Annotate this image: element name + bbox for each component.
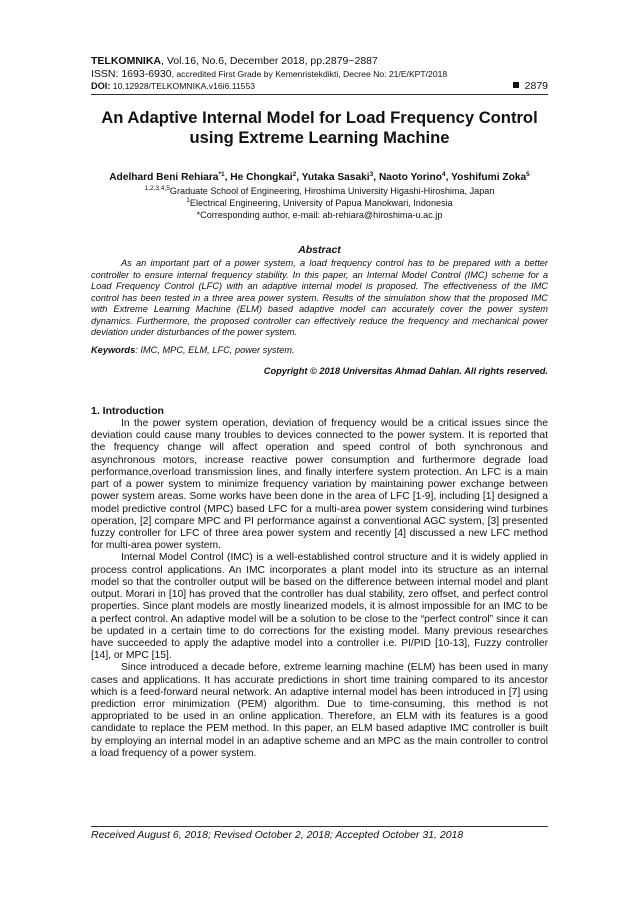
citation: , Vol.16, No.6, December 2018, pp.2879~2887 [161, 55, 378, 67]
abstract-heading: Abstract [298, 244, 341, 256]
issn-line [91, 68, 548, 81]
corresponding-author: *Corresponding author, e-mail: ab-rehiara@hiroshima-u.ac.jp [196, 210, 443, 220]
journal-name: TELKOMNIKA [91, 55, 161, 67]
journal-header [91, 55, 548, 93]
doi: 10.12928/TELKOMNIKA.v16i6.11553 [110, 81, 255, 91]
author: Yoshifumi Zoka [451, 172, 527, 183]
section-heading: 1. Introduction [91, 405, 164, 417]
header-rule [91, 94, 548, 95]
received-dates: Received August 6, 2018; Revised October 2, 2018; Accepted October 31, 2018 [91, 829, 464, 841]
paragraph: Since introduced a decade before, extreme learning machine (ELM) has been used in many cases and applications. It has accurate predictions in short time training compared to its ancestor which is a feed-forward neural network. An adaptive internal model has been introduced in [7] using prediction error minimization (PEM) algorithm. Due to time-consuming, this method is not appropriated to be used in an online application. Therefore, an ELM with its features is a good candidate to replace the PEM method. In this paper, an ELM based adaptive IMC controller is built by employing an internal model in an adaptive scheme and an MPC as the main controller to control a load frequency of a power system. [91, 662, 548, 759]
paragraph: Internal Model Control (IMC) is a well-established control structure and it is widely applied in process control applications. An IMC incorporates a plant model into its structure as an internal model so that the controller output will be based on the difference between internal model and plant output. Morari in [10] has proved that the controller has dual stability, zero offset, and perfect control properties. Since plant models are mostly linearized models, it is almost impossible for an IMC to be a perfect control. An adaptive model will be a solution to be close to the “perfect control” since it can be updated in a certain time to do corrections for the existing model. Many previous researches have succeeded to apply the adaptive model into a controller i.e. PI/PID [10-13], Fuzzy controller [14], or MPC [15]. [91, 552, 548, 662]
paper-title: An Adaptive Internal Model for Load Frequency Control using Extreme Learning Machine [101, 108, 538, 147]
accreditation: , accredited First Grade by Kemenristekdikti, Decree No: 21/E/KPT/2018 [171, 68, 448, 79]
square-bullet-icon [513, 82, 519, 88]
introduction-body [91, 418, 548, 760]
issn: ISSN: 1693-6930 [91, 67, 172, 80]
copyright-notice: Copyright © 2018 Universitas Ahmad Dahlan. All rights reserved. [263, 366, 548, 376]
page-number: 2879 [513, 80, 548, 93]
abstract-text: As an important part of a power system, a load frequency control has to be prepared with a better controller to ensure internal frequency stability. In this paper, an Internal Model Control (IMC) scheme for a Load Frequency Control (LFC) with an adaptive internal model is proposed. The effectiveness of the IMC control has been tested in a three area power system. Results of the simulation show that the proposed IMC with Extreme Learning Machine (ELM) based adaptive model can accurately cover the power system dynamics. Furthermore, the proposed controller can effectively reduce the frequency and mechanical power deviation under disturbances of the power system. [91, 258, 548, 337]
paragraph: In the power system operation, deviation of frequency would be a critical issues since the deviation could cause many troubles to devices connected to the power system. It is reported that the frequency change will affect operation and speed control of both synchronous and asynchronous motors, increase reactive power consumption and furthermore degrade load performance,overload transmission lines, and finally interfere system protection. An LFC is a main part of a power system to minimize frequency variation by maintaining power exchange between power system areas. Some works have been done in the area of LFC [1-9], including [1] designed a model predictive control (MPC) based LFC for a multi-area power system considering wind turbines operation, [2] compare MPC and PI performance against a conventional AGC system, [3] presented fuzzy controller for LFC of three area power system and recently [4] discussed a new LFC method for multi-area power system. [91, 418, 548, 552]
doi-label: DOI: [91, 81, 111, 91]
citation-line [91, 55, 548, 68]
author: He Chongkai [230, 172, 293, 183]
author: Adelhard Beni Rehiara [109, 172, 219, 183]
affiliation: $^1$Electrical Engineering, University of Papua Manokwari, Indonesia [186, 197, 453, 208]
footer-rule [91, 826, 548, 827]
author-list: Adelhard Beni Rehiara$^{*1}$, He Chongkai$^2$, Yutaka Sasaki$^3$, Naoto Yorino$^4$, Yoshifumi Zoka$^5$ [109, 171, 530, 183]
affiliation: $^{1,2,3,4,5}$Graduate School of Engineering, Hiroshima University Higashi-Hiroshima, Japan [144, 185, 495, 196]
keywords-label: Keywords [91, 345, 136, 355]
doi-line [91, 80, 548, 93]
author: Naoto Yorino [378, 172, 442, 183]
keywords: Keywords: IMC, MPC, ELM, LFC, power system. [91, 345, 295, 355]
author: Yutaka Sasaki [301, 172, 370, 183]
